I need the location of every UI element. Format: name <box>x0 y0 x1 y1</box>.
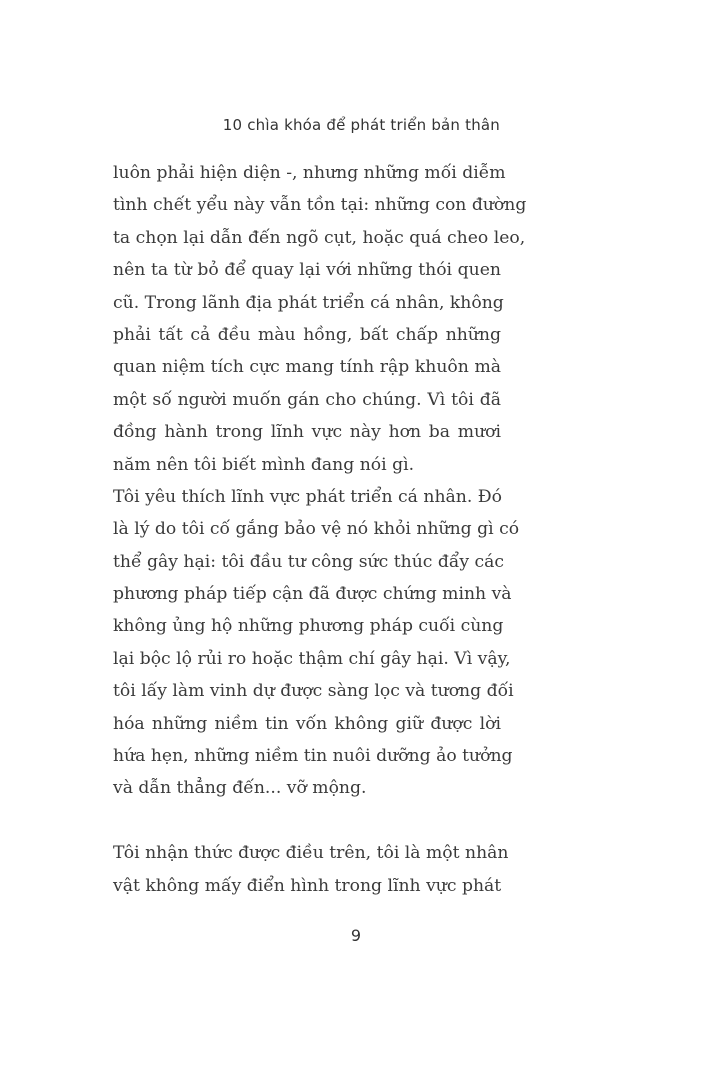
paragraph <box>113 837 509 902</box>
text-line: một số người muốn gán cho chúng. Vì tôi đã <box>113 389 501 410</box>
text-line: cũ. Trong lãnh địa phát triển cá nhân, không <box>113 292 504 313</box>
body-text <box>113 157 527 902</box>
text-line: tình chết yểu này vẫn tồn tại: những con đường <box>113 195 527 216</box>
text-line: Tôi nhận thức được điều trên, tôi là một nhân <box>113 843 509 864</box>
text-line: nên ta từ bỏ để quay lại với những thói quen <box>113 260 501 281</box>
text-line: và dẫn thẳng đến... vỡ mộng. <box>113 778 367 799</box>
text-line: tôi lấy làm vinh dự được sàng lọc và tương đối <box>113 681 514 702</box>
running-header: 10 chìa khóa để phát triển bản thân <box>222 116 500 134</box>
text-line: Tôi yêu thích lĩnh vực phát triển cá nhân. Đó <box>113 486 502 507</box>
text-line: hứa hẹn, những niềm tin nuôi dưỡng ảo tưởng <box>113 746 513 767</box>
text-line: đồng hành trong lĩnh vực này hơn ba mươi <box>113 422 501 443</box>
text-line: năm nên tôi biết mình đang nói gì. <box>113 454 415 475</box>
text-line: hóa những niềm tin vốn không giữ được lời <box>113 713 501 734</box>
text-line: vật không mấy điển hình trong lĩnh vực phát <box>113 875 502 896</box>
paragraph <box>113 157 527 481</box>
text-line: không ủng hộ những phương pháp cuối cùng <box>113 616 504 637</box>
paragraph-gap <box>113 805 501 837</box>
paragraph <box>113 481 520 805</box>
text-line: quan niệm tích cực mang tính rập khuôn mà <box>113 357 501 378</box>
text-line: phương pháp tiếp cận đã được chứng minh và <box>113 584 512 605</box>
text-line: thể gây hại: tôi đầu tư công sức thúc đẩy các <box>113 551 505 572</box>
page-number: 9 <box>350 926 362 945</box>
text-line: ta chọn lại dẫn đến ngõ cụt, hoặc quá cheo leo, <box>113 227 526 248</box>
text-line: phải tất cả đều màu hồng, bất chấp những <box>113 324 501 345</box>
text-line: lại bộc lộ rủi ro hoặc thậm chí gây hại. Vì vậy, <box>113 648 511 669</box>
text-line: luôn phải hiện diện -, nhưng những mối diễm <box>113 163 506 183</box>
text-line: là lý do tôi cố gắng bảo vệ nó khỏi những gì có <box>113 519 520 540</box>
